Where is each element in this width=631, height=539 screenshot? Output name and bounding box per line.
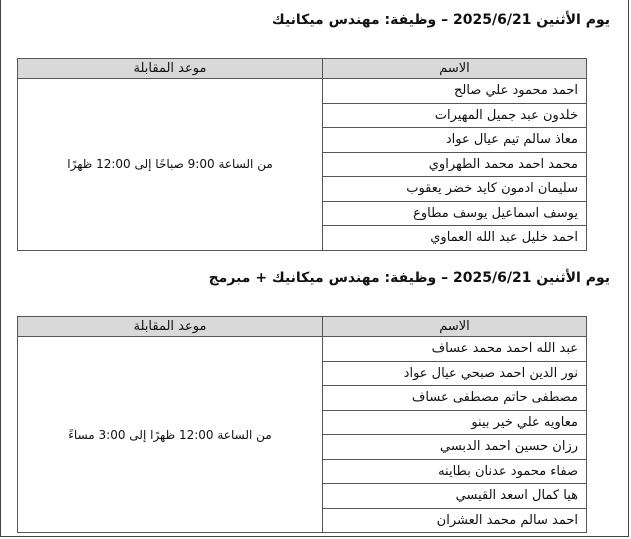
table-header-row (18, 59, 587, 79)
candidate-name: صفاء محمود عدنان بطاينه (323, 459, 587, 484)
candidate-name: معاويه علي خير بينو (323, 410, 587, 435)
interview-time: من الساعة 12:00 ظهرًا إلى 3:00 مساءً (18, 337, 323, 533)
section-2-heading: يوم الأثنين 2025/6/21 – وظيفة: مهندس ميكانيك + مبرمج (208, 270, 610, 286)
candidate-name: محمد احمد محمد الطهراوي (323, 152, 587, 177)
name-column-header: الاسم (323, 317, 587, 337)
candidate-name: معاذ سالم تيم عيال عواد (323, 128, 587, 153)
section-2-table (17, 316, 587, 533)
candidate-name: سليمان ادمون كايد خضر يعقوب (323, 177, 587, 202)
table-header-row (18, 317, 587, 337)
candidate-name: رزان حسين احمد الدبسي (323, 435, 587, 460)
name-column-header: الاسم (323, 59, 587, 79)
candidate-name: نور الدين احمد صبحي عيال عواد (323, 361, 587, 386)
table-row (18, 79, 587, 104)
interview-time: من الساعة 9:00 صباحًا إلى 12:00 ظهرًا (18, 79, 323, 251)
time-column-header: موعد المقابلة (18, 59, 323, 79)
section-1-heading: يوم الأثنين 2025/6/21 – وظيفة: مهندس ميكانيك (271, 12, 610, 28)
time-column-header: موعد المقابلة (18, 317, 323, 337)
table-row (18, 337, 587, 362)
candidate-name: مصطفى حاتم مصطفى عساف (323, 386, 587, 411)
candidate-name: احمد خليل عبد الله العماوي (323, 226, 587, 251)
candidate-name: احمد محمود علي صالح (323, 79, 587, 104)
candidate-name: هيا كمال اسعد القيسي (323, 484, 587, 509)
candidate-name: يوسف اسماعيل يوسف مطاوع (323, 201, 587, 226)
section-1-table (17, 58, 587, 251)
candidate-name: احمد سالم محمد العشران (323, 508, 587, 533)
candidate-name: خلدون عبد جميل المهيرات (323, 103, 587, 128)
candidate-name: عبد الله احمد محمد عساف (323, 337, 587, 362)
